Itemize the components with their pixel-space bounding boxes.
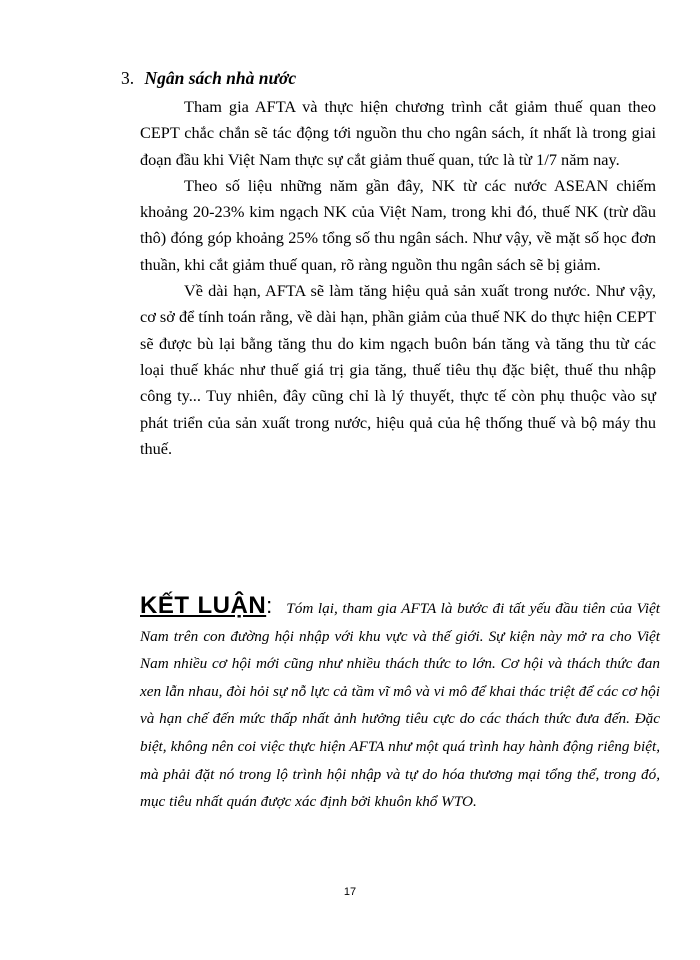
conclusion-section xyxy=(140,592,660,816)
conclusion-paragraph xyxy=(140,592,660,816)
section-number: 3. xyxy=(121,68,135,88)
section-body xyxy=(140,94,656,462)
paragraph-budget-impact: Tham gia AFTA và thực hiện chương trình cắt giảm thuế quan theo CEPT chắc chắn sẽ tác động tới nguồn thu cho ngân sách, ít nhất là trong giai đoạn đầu khi Việt Nam thực sự cắt giảm thuế quan, tức là từ 1/7 năm nay. xyxy=(140,97,656,169)
section-title: Ngân sách nhà nước xyxy=(144,68,297,88)
conclusion-colon: : xyxy=(266,593,273,618)
paragraph-long-term: Về dài hạn, AFTA sẽ làm tăng hiệu quả sản xuất trong nước. Như vậy, cơ sở để tính toán rằng, về dài hạn, phần giảm của thuế NK do thực hiện CEPT sẽ được bù lại bằng tăng thu do kim ngạch buôn bán tăng và tăng thu từ các loại thuế khác như thuế giá trị gia tăng, thuế tiêu thụ đặc biệt, thuế thu nhập công ty... Tuy nhiên, đây cũng chỉ là lý thuyết, thực tế còn phụ thuộc vào sự phát triển của sản xuất trong nước, hiệu quả của hệ thống thuế và bộ máy thu thuế. xyxy=(140,281,656,458)
section-heading xyxy=(121,66,296,90)
conclusion-text: Tóm lại, tham gia AFTA là bước đi tất yếu đầu tiên của Việt Nam trên con đường hội nhập với khu vực và thế giới. Sự kiện này mở ra cho Việt Nam nhiều cơ hội mới cũng như nhiều thách thức to lớn. Cơ hội và thách thức đan xen lẫn nhau, đòi hỏi sự nỗ lực cả tầm vĩ mô và vi mô để khai thác triệt để các cơ hội và hạn chế đến mức thấp nhất ảnh hưởng tiêu cực do các thách thức đưa đến. Đặc biệt, không nên coi việc thực hiện AFTA như một quá trình hay hành động riêng biệt, mà phải đặt nó trong lộ trình hội nhập và tự do hóa thương mại tổng thể, trong đó, mục tiêu nhất quán được xác định bởi khuôn khổ WTO. xyxy=(140,600,661,811)
paragraph-import-statistics: Theo số liệu những năm gần đây, NK từ các nước ASEAN chiếm khoảng 20-23% kim ngạch NK của Việt Nam, trong khi đó, thuế NK (trừ dầu thô) đóng góp khoảng 25% tổng số thu ngân sách. Như vậy, về mặt số học đơn thuần, khi cắt giảm thuế quan, rõ ràng nguồn thu ngân sách sẽ bị giảm. xyxy=(140,175,656,274)
conclusion-label: KẾT LUẬN xyxy=(140,592,267,619)
page-number: 17 xyxy=(343,886,357,898)
